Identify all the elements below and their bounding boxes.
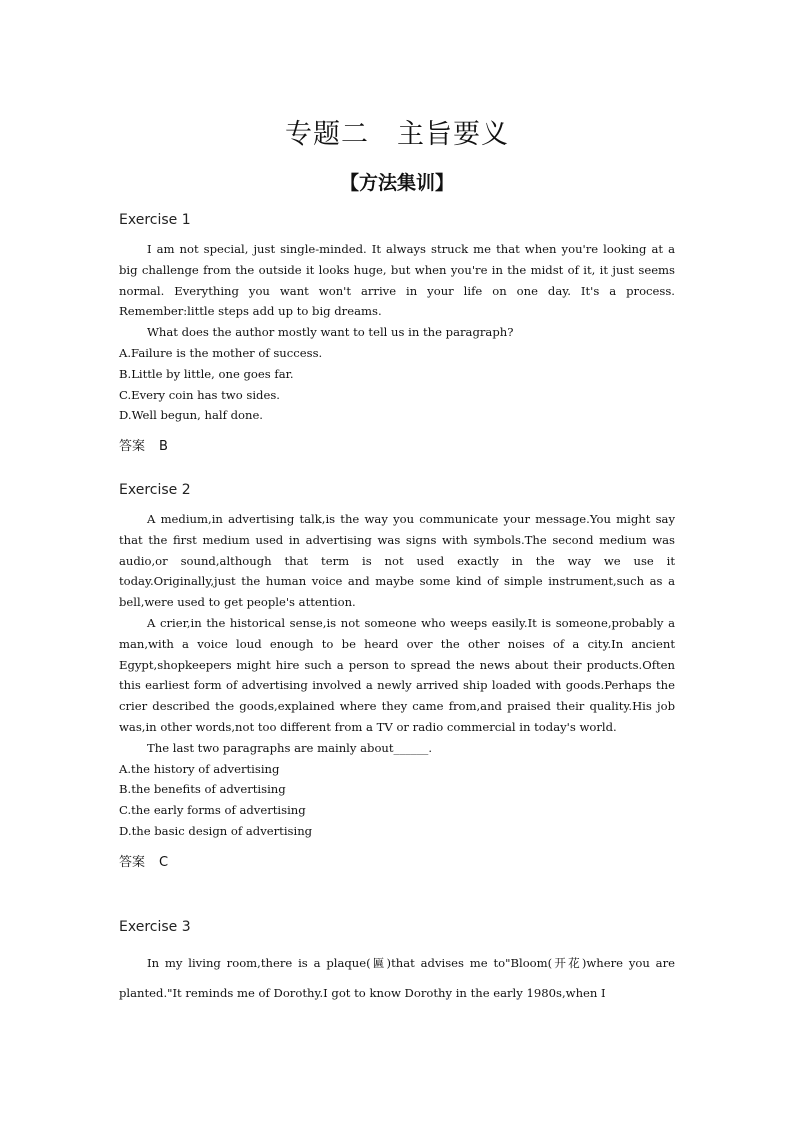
exercise-2-label: Exercise 2	[119, 482, 191, 498]
exercise-3-label: Exercise 3	[119, 919, 191, 935]
exercise-1-option-b: B.Little by little, one goes far.	[119, 366, 294, 381]
exercise-3	[119, 919, 675, 1008]
exercise-2-option-b: B.the benefits of advertising	[119, 782, 286, 797]
exercise-1-option-a: A.Failure is the mother of success.	[119, 345, 323, 360]
answer-value: B	[159, 439, 168, 455]
exercise-3-passage: In my living room,there is a plaque(匾)that advises me to"Bloom(开花)where you are planted."It reminds me of Dorothy.I got to know Dorothy in the early 1980s,when I	[119, 956, 675, 1000]
exercise-2-option-a: A.the history of advertising	[119, 761, 280, 776]
exercise-1-answer	[119, 435, 675, 454]
exercise-2-question: The last two paragraphs are mainly about______.	[147, 740, 433, 755]
exercise-2	[119, 482, 675, 870]
exercise-1-passage: I am not special, just single-minded. It always struck me that when you're looking at a big challenge from the outside it looks huge, but when you're in the midst of it, it just seems normal. Everything you want won't arrive in your life on one day. It's a process. Remember:little steps add up to big dreams.	[119, 242, 675, 319]
exercise-2-paragraph-1: A medium,in advertising talk,is the way you communicate your message.You might say that the first medium used in advertising was signs with symbols.The second medium was audio,or sound,although that term is not used exactly in the way we use it today.Originally,just the human voice and maybe some kind of simple instrument,such as a bell,were used to get people's attention.	[119, 512, 675, 610]
section-subtitle: 【方法集训】	[339, 172, 454, 194]
exercise-1-label: Exercise 1	[119, 212, 191, 228]
page-title: 专题二 主旨要义	[285, 119, 509, 150]
answer-value: C	[159, 854, 169, 870]
exercise-2-answer	[119, 851, 675, 870]
exercise-1	[119, 212, 675, 454]
exercise-2-option-d: D.the basic design of advertising	[119, 823, 313, 838]
exercise-2-option-c: C.the early forms of advertising	[119, 803, 306, 818]
exercise-1-option-c: C.Every coin has two sides.	[119, 387, 280, 402]
exercise-2-paragraph-2: A crier,in the historical sense,is not someone who weeps easily.It is someone,probably a man,with a voice loud enough to be heard over the other noises of a city.In ancient Egypt,shopkeepers might hire such a person to spread the news about their products.Often this earliest form of advertising involved a newly arrived ship loaded with goods.Perhaps the crier described the goods,explained where they came from,and praised their quality.His job was,in other words,not too different from a TV or radio commercial in today's world.	[119, 615, 675, 734]
answer-label: 答案	[119, 439, 146, 455]
exercise-1-question: What does the author mostly want to tell us in the paragraph?	[147, 325, 514, 340]
answer-label: 答案	[119, 854, 146, 870]
exercise-1-option-d: D.Well begun, half done.	[119, 408, 263, 423]
